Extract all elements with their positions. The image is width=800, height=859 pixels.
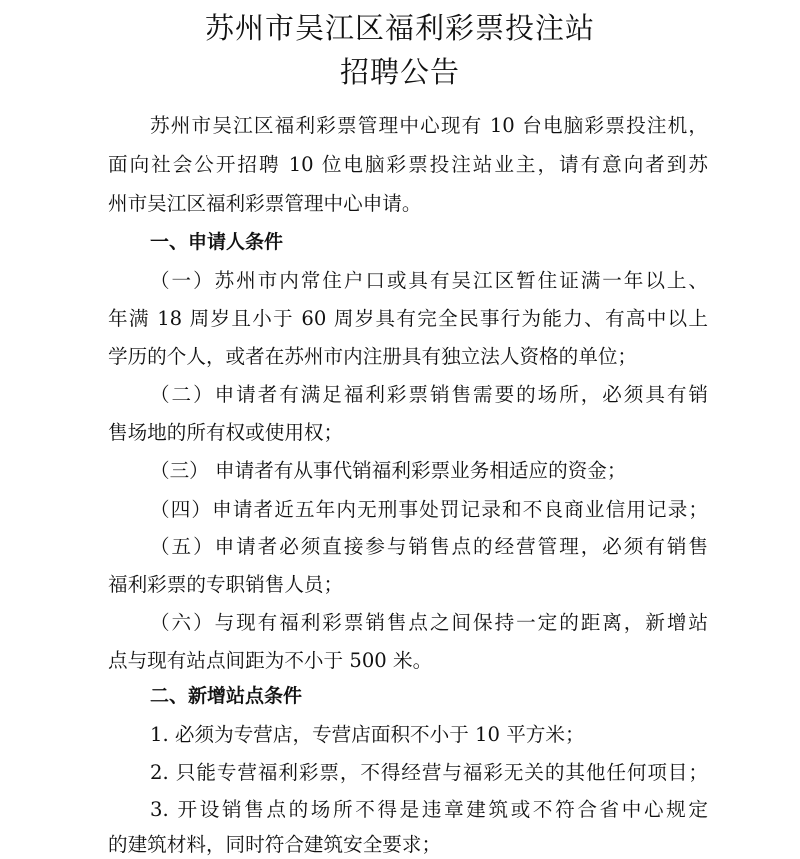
item-line: 2. 只能专营福利彩票，不得经营与福彩无关的其他任何项目； — [150, 761, 708, 784]
intro-line: 州市吴江区福利彩票管理中心申请。 — [108, 192, 422, 215]
item-line: （五）申请者必须直接参与销售点的经营管理，必须有销售 — [150, 535, 708, 558]
document-subtitle: 招聘公告 — [339, 55, 460, 89]
section-heading: 一、申请人条件 — [150, 231, 284, 253]
document-title: 苏州市吴江区福利彩票投注站 — [204, 11, 595, 45]
item-line: 3. 开设销售点的场所不得是违章建筑或不符合省中心规定 — [150, 798, 708, 821]
item-line: （六）与现有福利彩票销售点之间保持一定的距离，新增站 — [150, 611, 708, 634]
item-line: （四）申请者近五年内无刑事处罚记录和不良商业信用记录； — [150, 498, 708, 521]
section-heading: 二、新增站点条件 — [150, 685, 303, 707]
item-line: （一）苏州市内常住户口或具有吴江区暂住证满一年以上、 — [150, 269, 708, 292]
item-line: （二）申请者有满足福利彩票销售需要的场所，必须具有销 — [150, 383, 708, 406]
item-line: 学历的个人，或者在苏州市内注册具有独立法人资格的单位； — [108, 345, 638, 368]
item-line: 1. 必须为专营店，专营店面积不小于 10 平方米； — [150, 723, 585, 746]
item-line: 点与现有站点间距为不小于 500 米。 — [108, 649, 433, 672]
item-line: （三） 申请者有从事代销福利彩票业务相适应的资金； — [150, 459, 627, 482]
item-line: 的建筑材料，同时符合建筑安全要求； — [108, 833, 442, 856]
item-line: 售场地的所有权或使用权； — [108, 421, 344, 444]
item-line: 福利彩票的专职销售人员； — [108, 573, 344, 596]
intro-line: 苏州市吴江区福利彩票管理中心现有 10 台电脑彩票投注机， — [150, 114, 708, 137]
item-line: 年满 18 周岁且小于 60 周岁具有完全民事行为能力、有高中以上 — [108, 307, 708, 330]
intro-line: 面向社会公开招聘 10 位电脑彩票投注站业主，请有意向者到苏 — [108, 153, 708, 176]
